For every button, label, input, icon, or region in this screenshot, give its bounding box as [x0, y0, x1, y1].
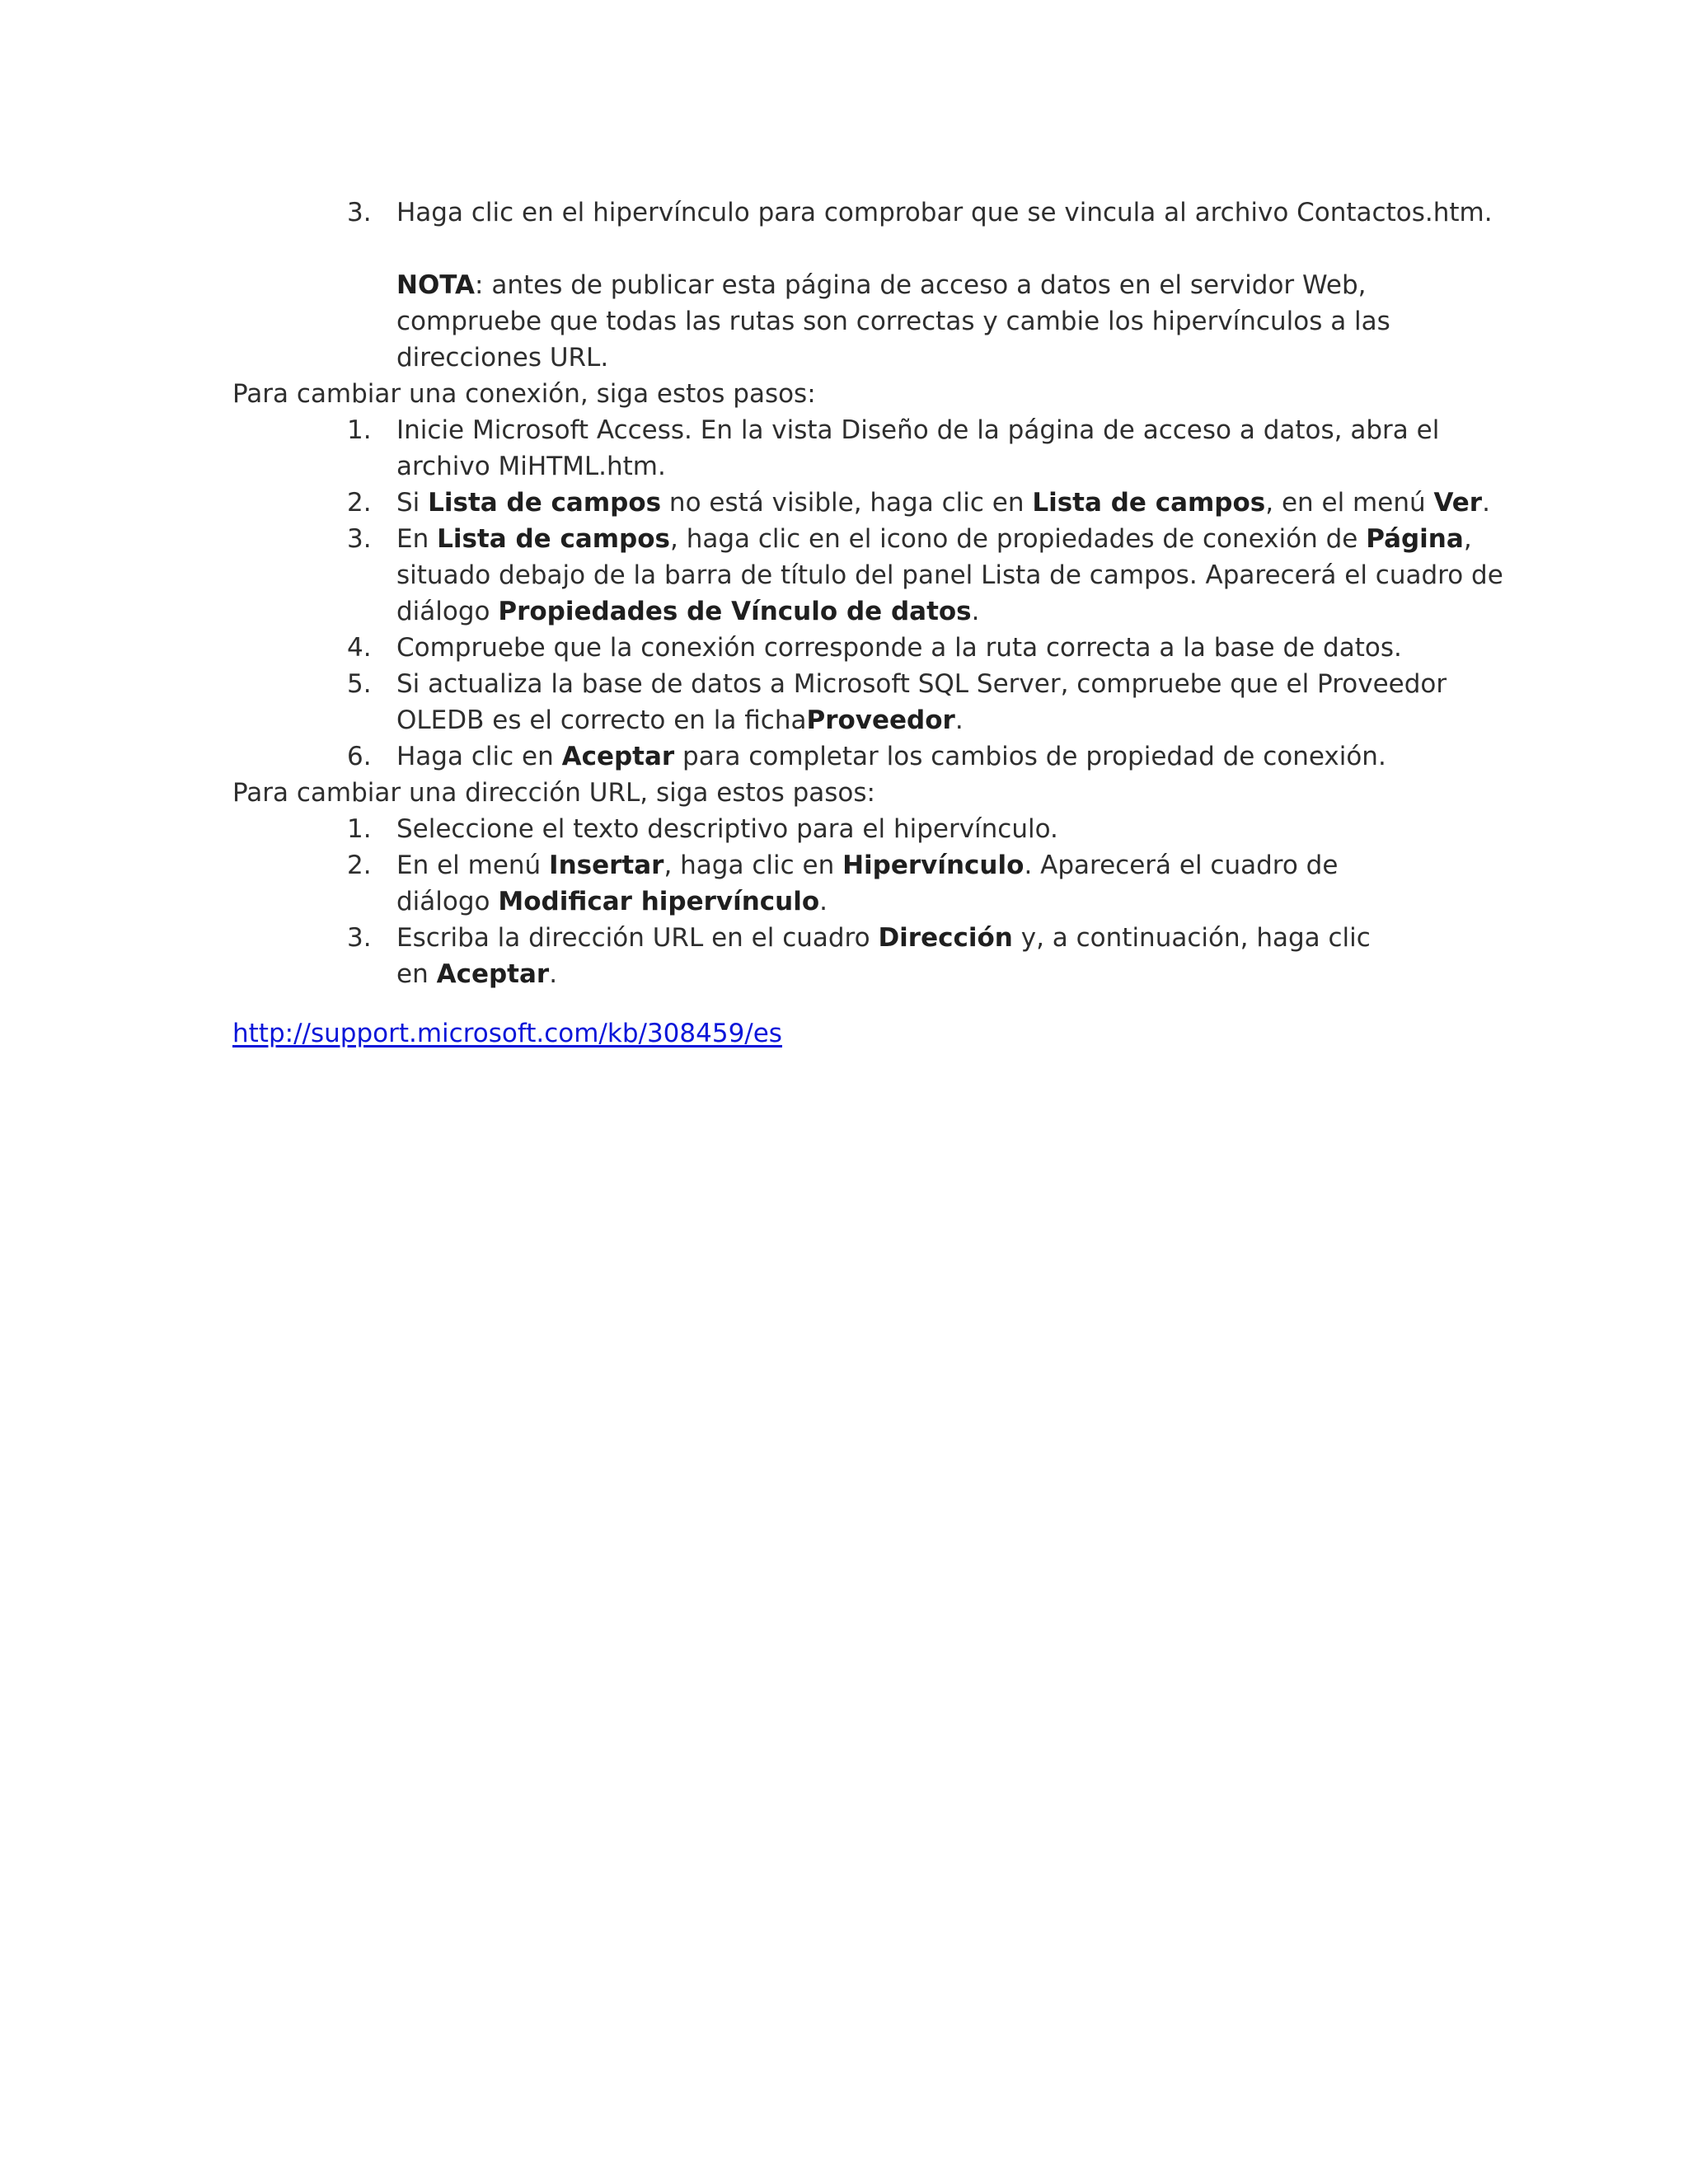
- list-number: 6.: [347, 742, 372, 771]
- note-line-3: direcciones URL.: [396, 343, 609, 373]
- section-heading-url: Para cambiar una dirección URL, siga estos pasos:: [232, 778, 875, 808]
- list-number: 1.: [347, 415, 372, 445]
- list-item-text: en Aceptar.: [396, 959, 558, 989]
- list-item-text: Si actualiza la base de datos a Microsoft SQL Server, compruebe que el Proveedor: [396, 669, 1447, 699]
- list-item-text: Compruebe que la conexión corresponde a la ruta correcta a la base de datos.: [396, 633, 1402, 663]
- list-item-text: diálogo Propiedades de Vínculo de datos.: [396, 597, 980, 626]
- list-number: 5.: [347, 669, 372, 699]
- list-item-text: Haga clic en el hipervínculo para comprobar que se vincula al archivo Contactos.htm.: [396, 198, 1493, 227]
- list-item-text: Escriba la dirección URL en el cuadro Dirección y, a continuación, haga clic: [396, 923, 1371, 953]
- list-item-text: Si Lista de campos no está visible, haga clic en Lista de campos, en el menú Ver.: [396, 488, 1490, 518]
- source-link[interactable]: http://support.microsoft.com/kb/308459/es: [232, 1019, 782, 1048]
- list-item-text: En el menú Insertar, haga clic en Hipervínculo. Aparecerá el cuadro de: [396, 851, 1339, 880]
- list-item-text: Seleccione el texto descriptivo para el hipervínculo.: [396, 814, 1058, 844]
- list-item-text: Inicie Microsoft Access. En la vista Diseño de la página de acceso a datos, abra el: [396, 415, 1440, 445]
- list-item-text: Haga clic en Aceptar para completar los cambios de propiedad de conexión.: [396, 742, 1386, 771]
- note-label: NOTA: [396, 270, 476, 300]
- list-item-text: situado debajo de la barra de título del panel Lista de campos. Aparecerá el cuadro de: [396, 560, 1503, 590]
- list-item-text: OLEDB es el correcto en la fichaProveedor.: [396, 705, 964, 735]
- list-number: 3.: [347, 524, 372, 554]
- list-item-text: diálogo Modificar hipervínculo.: [396, 887, 828, 916]
- note-line-1: NOTA: antes de publicar esta página de acceso a datos en el servidor Web,: [396, 270, 1367, 300]
- list-item-text: archivo MiHTML.htm.: [396, 452, 666, 481]
- list-number: 1.: [347, 814, 372, 844]
- list-number: 3.: [347, 198, 372, 227]
- list-number: 3.: [347, 923, 372, 953]
- list-item-text: En Lista de campos, haga clic en el icono de propiedades de conexión de Página,: [396, 524, 1472, 554]
- list-number: 2.: [347, 851, 372, 880]
- list-number: 4.: [347, 633, 372, 663]
- section-heading-connection: Para cambiar una conexión, siga estos pasos:: [232, 379, 816, 409]
- note-line-2: compruebe que todas las rutas son correctas y cambie los hipervínculos a las: [396, 307, 1390, 336]
- list-number: 2.: [347, 488, 372, 518]
